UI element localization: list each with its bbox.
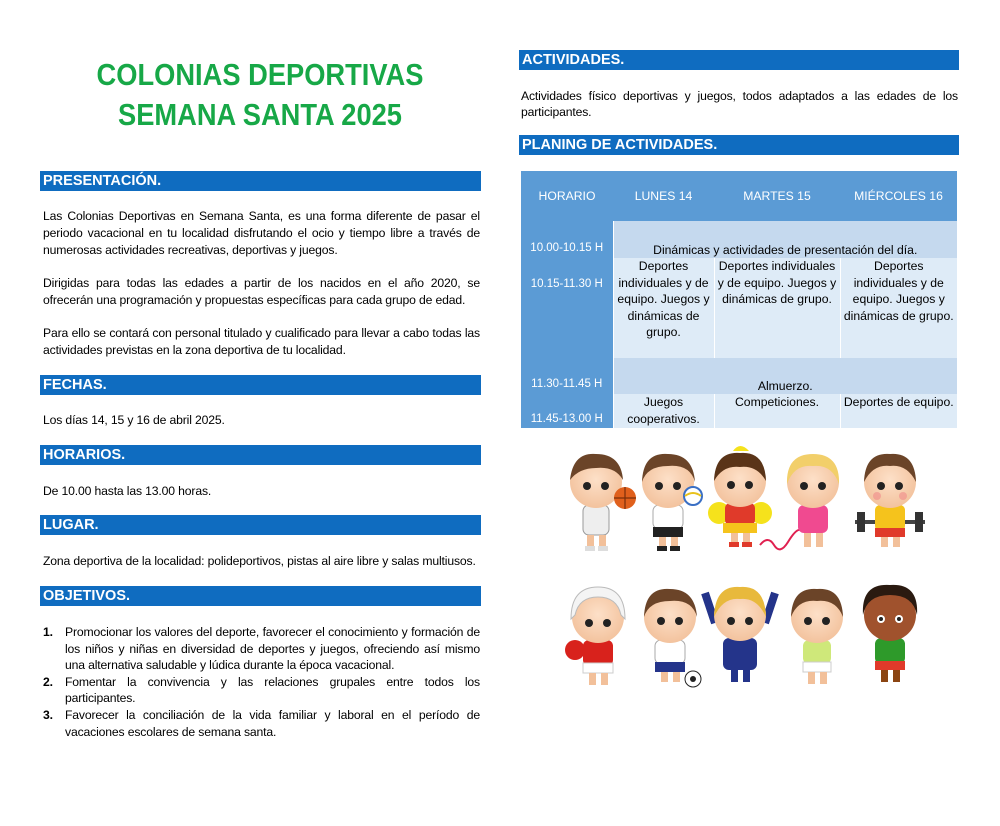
kid-runner-icon bbox=[791, 589, 843, 684]
objetivos-header: OBJETIVOS. bbox=[40, 586, 481, 606]
objetivo-item bbox=[43, 674, 480, 707]
column-header: MARTES 15 bbox=[714, 171, 840, 221]
activity-cell: Deportes individuales y de equipo. Juegos y dinámicas de grupo. bbox=[840, 258, 957, 358]
activity-cell: Deportes de equipo. bbox=[840, 394, 957, 428]
objetivo-number: 2. bbox=[43, 674, 53, 689]
objetivo-text: Fomentar la convivencia y las relaciones grupales entre todos los participantes. bbox=[65, 674, 480, 706]
kid-boxer-icon bbox=[565, 587, 625, 685]
planing-header: PLANING DE ACTIVIDADES. bbox=[519, 135, 959, 155]
page-title bbox=[66, 55, 453, 135]
actividades-text: Actividades físico deportivas y juegos, todos adaptados a las edades de los participantes. bbox=[521, 89, 958, 119]
horarios-text: De 10.00 hasta las 13.00 horas. bbox=[43, 484, 212, 498]
kid-basketball-icon bbox=[570, 454, 636, 551]
time-cell: 10.15-11.30 H bbox=[521, 258, 613, 358]
table-row bbox=[521, 358, 957, 394]
presentacion-paragraph-2: Dirigidas para todas las edades a partir de los nacidos en el año 2020, se ofrecerán una programación y propuestas específicas para cada grupo de edad. bbox=[43, 276, 480, 307]
column-header: MIÉRCOLES 16 bbox=[840, 171, 957, 221]
kid-cheerleader-icon bbox=[708, 446, 772, 547]
title-line-2: SEMANA SANTA 2025 bbox=[118, 97, 402, 132]
column-header: LUNES 14 bbox=[613, 171, 714, 221]
table-header-row bbox=[521, 171, 957, 221]
fechas-header: FECHAS. bbox=[40, 375, 481, 395]
kid-soccer-icon bbox=[644, 589, 701, 687]
kid-cheering-icon bbox=[705, 587, 775, 682]
activity-cell: Almuerzo. bbox=[613, 358, 957, 394]
presentacion-header: PRESENTACIÓN. bbox=[40, 171, 481, 191]
actividades-header: ACTIVIDADES. bbox=[519, 50, 959, 70]
kid-volleyball-icon bbox=[642, 454, 702, 551]
lugar-header: LUGAR. bbox=[40, 515, 481, 535]
presentacion-paragraph-1: Las Colonias Deportivas en Semana Santa, es una forma diferente de pasar el periodo vacacional en tu localidad disfrutando el ocio y tiempo libre a través de numerosas actividades recreativas, deportivas y juegos. bbox=[43, 209, 480, 257]
objetivo-number: 3. bbox=[43, 707, 53, 722]
objetivo-number: 1. bbox=[43, 625, 53, 639]
table-row bbox=[521, 394, 957, 428]
activity-cell: Juegos cooperativos. bbox=[613, 394, 714, 428]
lugar-text: Zona deportiva de la localidad: polideportivos, pistas al aire libre y salas multiusos. bbox=[43, 554, 476, 568]
objetivo-text: Promocionar los valores del deporte, favorecer el conocimiento y formación de los niños y niñas en diversidad de deportes y juegos, ofreciendo así mismo una alternativa saludable y lúdica durante la época vacacional. bbox=[65, 625, 480, 673]
time-cell: 11.45-13.00 H bbox=[521, 394, 613, 428]
fechas-text: Los días 14, 15 y 16 de abril 2025. bbox=[43, 413, 225, 427]
horarios-header: HORARIOS. bbox=[40, 445, 481, 465]
kids-illustrations bbox=[555, 445, 935, 705]
time-cell: 10.00-10.15 H bbox=[521, 221, 613, 258]
presentacion-paragraph-3: Para ello se contará con personal titulado y cualificado para llevar a cabo todas las actividades previstas en la zona deportiva de tu localidad. bbox=[43, 326, 480, 357]
activity-cell: Competiciones. bbox=[714, 394, 840, 428]
kid-athlete-icon bbox=[863, 585, 917, 682]
kid-ribbon-gymnast-icon bbox=[760, 454, 839, 549]
objetivo-item bbox=[43, 624, 480, 674]
objetivo-text: Favorecer la conciliación de la vida familiar y laboral en el período de vacaciones escolares de semana santa. bbox=[65, 707, 480, 739]
title-line-1: COLONIAS DEPORTIVAS bbox=[96, 57, 424, 92]
objetivo-item bbox=[43, 707, 480, 740]
time-cell: 11.30-11.45 H bbox=[521, 358, 613, 394]
activity-cell: Dinámicas y actividades de presentación del día. bbox=[613, 221, 957, 258]
activity-cell: Deportes individuales y de equipo. Juegos y dinámicas de grupo. bbox=[613, 258, 714, 358]
table-row bbox=[521, 258, 957, 358]
table-row bbox=[521, 221, 957, 258]
objetivos-list bbox=[43, 624, 480, 740]
column-header: HORARIO bbox=[521, 171, 613, 221]
activity-cell: Deportes individuales y de equipo. Juegos y dinámicas de grupo. bbox=[714, 258, 840, 358]
kid-weightlifter-icon bbox=[855, 454, 925, 547]
planing-table bbox=[521, 171, 957, 428]
